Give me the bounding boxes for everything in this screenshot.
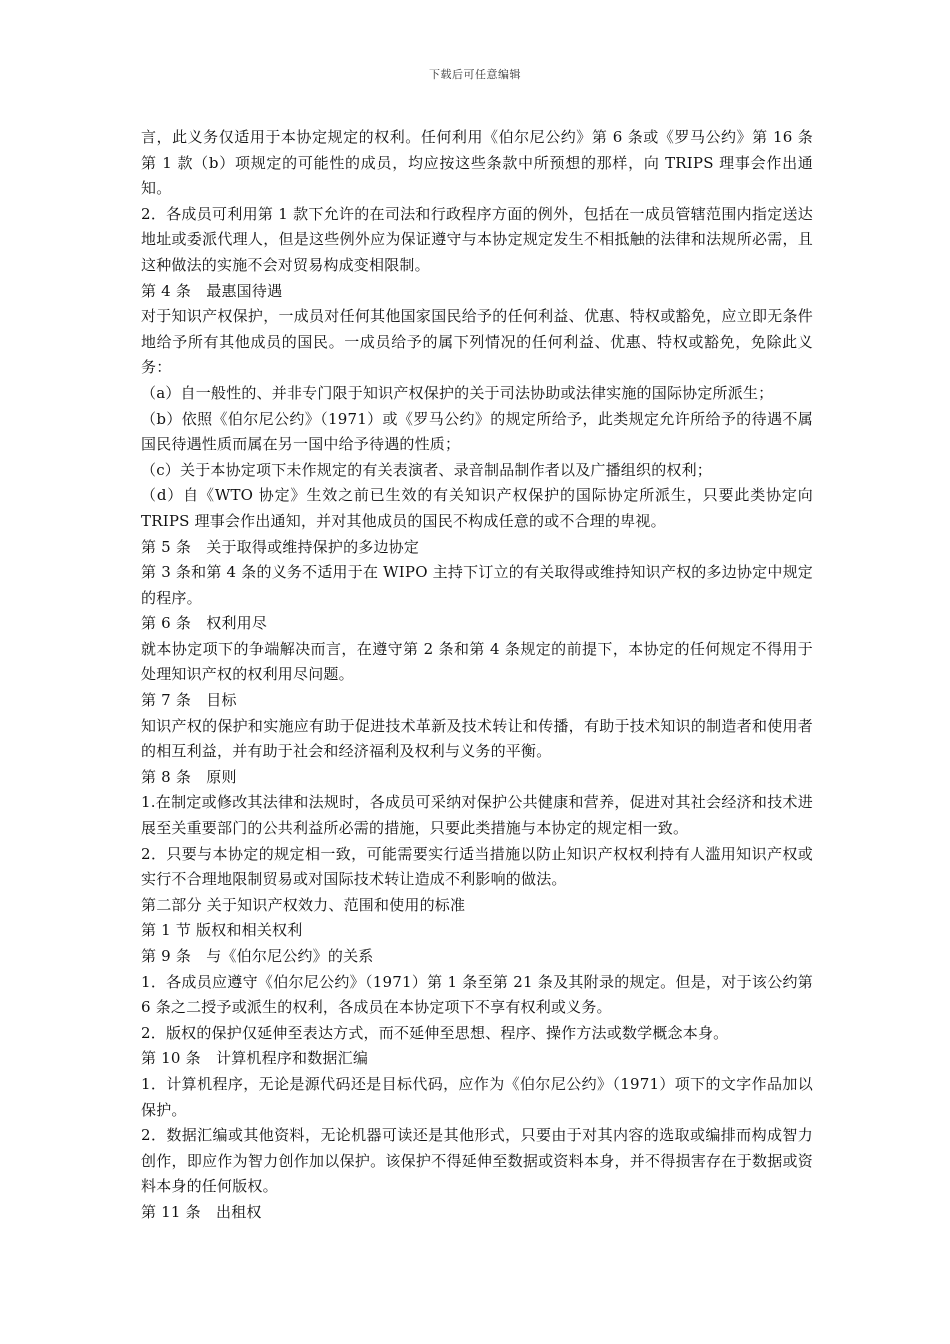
list-item: （c）关于本协定项下未作规定的有关表演者、录音制品制作者以及广播组织的权利； (141, 460, 713, 479)
paragraph: 2．版权的保护仅延伸至表达方式，而不延伸至思想、程序、操作方法或数学概念本身。 (141, 1023, 729, 1042)
paragraph: 1．计算机程序，无论是源代码还是目标代码，应作为《伯尔尼公约》（1971）项下的文字作品加以保护。 (141, 1074, 813, 1119)
paragraph: 1.在制定或修改其法律和法规时，各成员可采纳对保护公共健康和营养，促进对其社会经济和技术进展至关重要部门的公共利益所必需的措施，只要此类措施与本协定的规定相一致。 (141, 793, 813, 838)
article-heading: 第 4 条 最惠国待遇 (141, 281, 283, 300)
list-item: （b）依照《伯尔尼公约》（1971）或《罗马公约》的规定所给予，此类规定允许所给予的待遇不属国民待遇性质而属在另一国中给予待遇的性质； (141, 409, 813, 454)
paragraph: 2．数据汇编或其他资料，无论机器可读还是其他形式，只要由于对其内容的选取或编排而构成智力创作，即应作为智力创作加以保护。该保护不得延伸至数据或资料本身，并不得损害存在于数据或资料本身的任何版权。 (141, 1126, 813, 1196)
article-heading: 第 11 条 出租权 (141, 1202, 262, 1221)
paragraph: 2．各成员可利用第 1 款下允许的在司法和行政程序方面的例外，包括在一成员管辖范围内指定送达地址或委派代理人，但是这些例外应为保证遵守与本协定规定发生不相抵触的法律和法规所必需，且这种做法的实施不会对贸易构成变相限制。 (141, 204, 813, 274)
section-heading: 第 1 节 版权和相关权利 (141, 921, 303, 940)
article-heading: 第 8 条 原则 (141, 767, 237, 786)
article-heading: 第 5 条 关于取得或维持保护的多边协定 (141, 537, 420, 556)
paragraph: 1．各成员应遵守《伯尔尼公约》（1971）第 1 条至第 21 条及其附录的规定。但是，对于该公约第 6 条之二授予或派生的权利，各成员在本协定项下不享有权利或义务。 (141, 972, 813, 1017)
paragraph: 就本协定项下的争端解决而言，在遵守第 2 条和第 4 条规定的前提下，本协定的任何规定不得用于处理知识产权的权利用尽问题。 (141, 639, 813, 684)
list-item: （d）自《WTO 协定》生效之前已生效的有关知识产权保护的国际协定所派生，只要此类协定向 TRIPS 理事会作出通知，并对其他成员的国民不构成任意的或不合理的卑视。 (141, 486, 813, 530)
paragraph: 第 3 条和第 4 条的义务不适用于在 WIPO 主持下订立的有关取得或维持知识产权的多边协定中规定的程序。 (141, 563, 813, 607)
part-heading: 第二部分 关于知识产权效力、范围和使用的标准 (141, 895, 466, 914)
list-item: （a）自一般性的、并非专门限于知识产权保护的关于司法协助或法律实施的国际协定所派生； (141, 383, 774, 402)
paragraph: 2．只要与本协定的规定相一致，可能需要实行适当措施以防止知识产权权利持有人滥用知识产权或实行不合理地限制贸易或对国际技术转让造成不利影响的做法。 (141, 844, 813, 889)
article-heading: 第 7 条 目标 (141, 691, 237, 710)
paragraph: 知识产权的保护和实施应有助于促进技术革新及技术转让和传播，有助于技术知识的制造者和使用者的相互利益，并有助于社会和经济福利及权利与义务的平衡。 (141, 716, 813, 761)
page-header: 下载后可任意编辑 (429, 68, 521, 81)
paragraph: 对于知识产权保护，一成员对任何其他国家国民给予的任何利益、优惠、特权或豁免，应立即无条件地给予所有其他成员的国民。一成员给予的属下列情况的任何利益、优惠、特权或豁免，免除此义务： (141, 307, 813, 377)
article-heading: 第 9 条 与《伯尔尼公约》的关系 (141, 947, 374, 965)
document-body (141, 125, 813, 1226)
paragraph: 言，此义务仅适用于本协定规定的权利。任何利用《伯尔尼公约》第 6 条或《罗马公约》第 16 条第 1 款（b）项规定的可能性的成员，均应按这些条款中所预想的那样，向 TRIPS 理事会作出通知。 (141, 128, 813, 198)
article-heading: 第 10 条 计算机程序和数据汇编 (141, 1049, 369, 1068)
article-heading: 第 6 条 权利用尽 (141, 614, 268, 633)
